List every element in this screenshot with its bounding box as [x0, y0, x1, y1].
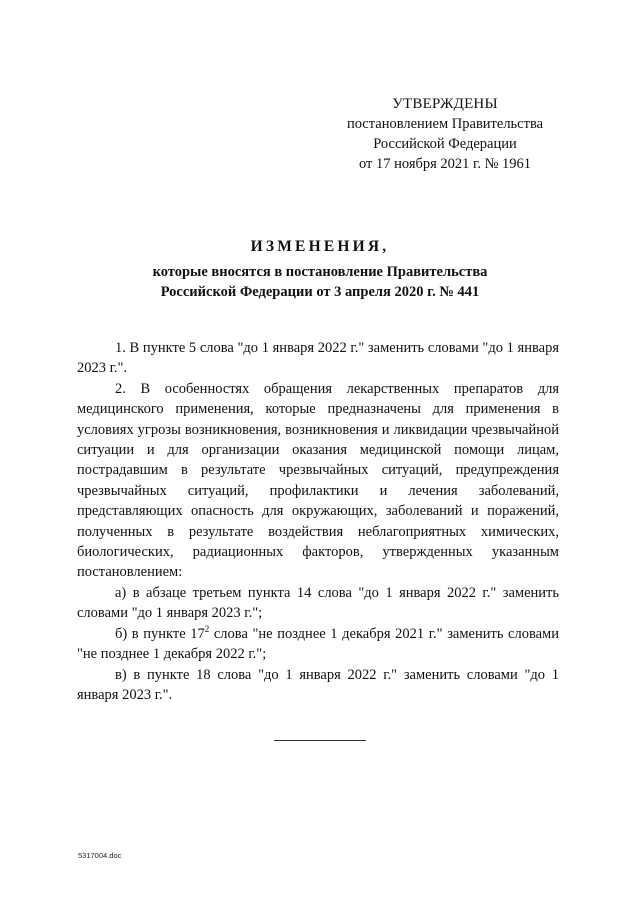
subitem-a: а) в абзаце третьем пункта 14 слова "до 1 января 2022 г." заменить словами "до 1 января 2023 г.";: [77, 584, 559, 622]
subitem-b-start: б) в пункте 17: [115, 625, 205, 642]
paragraph-2: 2. В особенностях обращения лекарственных препаратов для медицинского применения, которые предназначены для применения в условиях угрозы возникновения, возникновения и ликвидации чрезвычайной ситуации и для организации оказания медицинской помощи лицам, пострадавшим в результате чрезвычайных ситуаций, предупреждения чрезвычайных ситуаций, профилактики и лечения заболеваний, представляющих опасность для окружающих, заболеваний и поражений, полученных в результате воздействия неблагоприятных химических, биологических, радиационных факторов, утвержденных указанным постановлением:: [77, 380, 559, 581]
approval-heading: УТВЕРЖДЕНЫ: [392, 96, 498, 112]
approval-line-2: Российской Федерации: [373, 136, 517, 152]
approval-block: [330, 94, 560, 174]
closing-divider: [274, 740, 366, 741]
subitem-c: в) в пункте 18 слова "до 1 января 2022 г." заменить словами "до 1 января 2023 г.".: [77, 666, 559, 703]
document-title: ИЗМЕНЕНИЯ,: [250, 238, 390, 255]
approval-line-1: постановлением Правительства: [346, 116, 544, 132]
subtitle-line-1: которые вносятся в постановление Правительства: [152, 264, 488, 280]
file-name-footer: 5317004.doc: [78, 851, 122, 860]
document-body: [77, 338, 559, 705]
subitem-b-superscript: 2: [204, 623, 210, 634]
approval-line-3: от 17 ноября 2021 г. № 1961: [358, 156, 532, 172]
subitem-b-end: слова "не позднее 1 декабря 2021 г." заменить словами "не позднее 1 декабря 2022 г.";: [77, 625, 559, 663]
paragraph-1: 1. В пункте 5 слова "до 1 января 2022 г." заменить словами "до 1 января 2023 г.".: [77, 340, 559, 377]
subtitle-line-2: Российской Федерации от 3 апреля 2020 г. № 441: [160, 284, 480, 300]
subitem-b: [77, 624, 559, 665]
document-subtitle: [100, 262, 540, 302]
